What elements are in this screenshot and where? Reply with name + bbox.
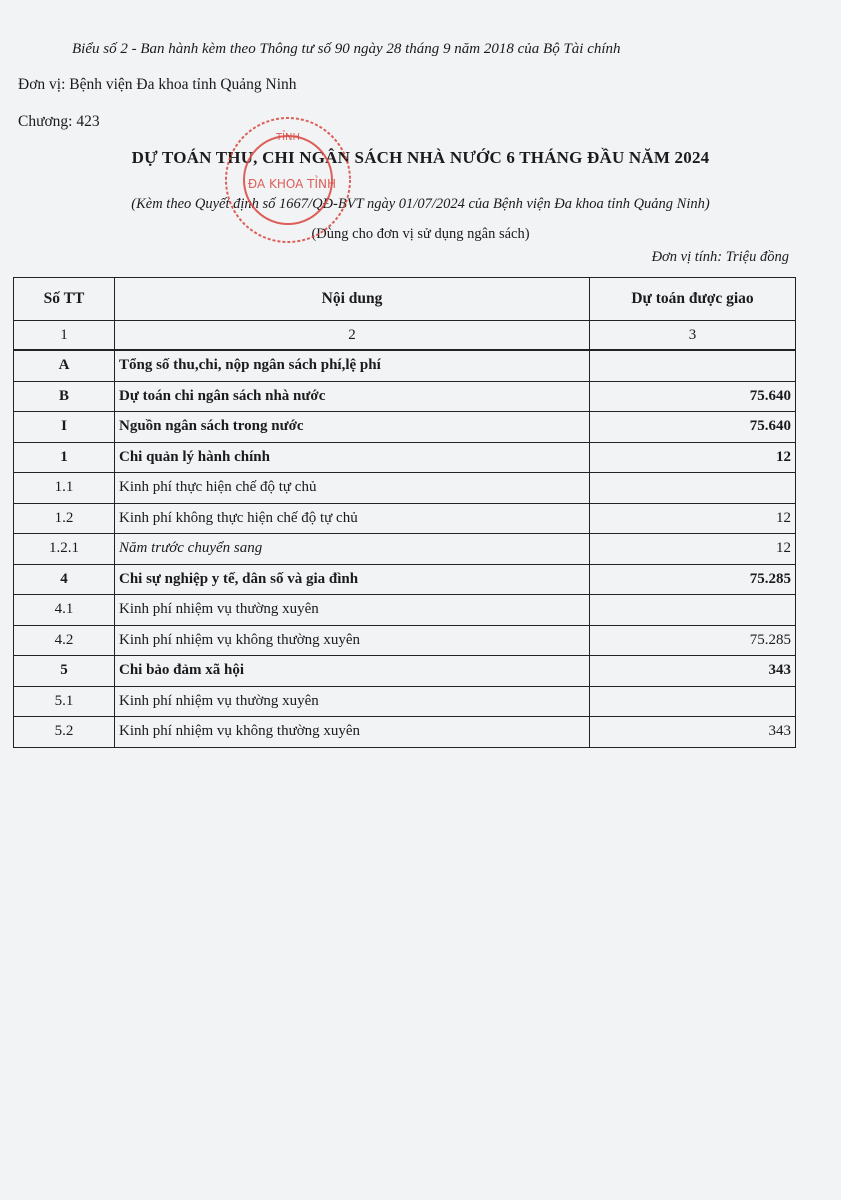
row-content-cell: Chi quản lý hành chính <box>115 442 590 473</box>
row-content-cell: Nguồn ngân sách trong nước <box>115 412 590 443</box>
row-number-cell: 4.1 <box>14 595 115 626</box>
table-row <box>14 656 796 687</box>
seal-text-middle: ĐA KHOA TỈNH <box>247 177 337 191</box>
table-row <box>14 412 796 443</box>
row-content-cell: Kinh phí nhiệm vụ không thường xuyên <box>115 625 590 656</box>
row-number-cell: 4 <box>14 564 115 595</box>
row-content-cell: Kinh phí nhiệm vụ không thường xuyên <box>115 717 590 748</box>
row-number-cell: 5 <box>14 656 115 687</box>
header-stt: Số TT <box>14 278 115 321</box>
row-value-cell: 12 <box>590 503 796 534</box>
row-value-cell: 75.285 <box>590 564 796 595</box>
table-row <box>14 595 796 626</box>
row-content-cell: Chi bảo đảm xã hội <box>115 656 590 687</box>
row-value-cell: 12 <box>590 442 796 473</box>
row-content-cell: Chi sự nghiệp y tế, dân số và gia đình <box>115 564 590 595</box>
row-value-cell <box>590 686 796 717</box>
table-row <box>14 442 796 473</box>
chapter-line: Chương: 423 <box>18 113 100 130</box>
row-value-cell: 75.640 <box>590 381 796 412</box>
table-row <box>14 473 796 504</box>
row-value-cell: 75.640 <box>590 412 796 443</box>
index-cell: 2 <box>115 321 590 351</box>
index-cell: 3 <box>590 321 796 351</box>
row-content-cell: Năm trước chuyển sang <box>115 534 590 565</box>
row-content-cell: Kinh phí không thực hiện chế độ tự chủ <box>115 503 590 534</box>
row-number-cell: 1.2.1 <box>14 534 115 565</box>
table-row <box>14 503 796 534</box>
row-value-cell <box>590 473 796 504</box>
row-content-cell: Tổng số thu,chi, nộp ngân sách phí,lệ phí <box>115 350 590 381</box>
row-number-cell: B <box>14 381 115 412</box>
row-content-cell: Kinh phí thực hiện chế độ tự chủ <box>115 473 590 504</box>
row-number-cell: 1 <box>14 442 115 473</box>
budget-table <box>13 277 796 748</box>
row-content-cell: Kinh phí nhiệm vụ thường xuyên <box>115 686 590 717</box>
row-number-cell: 1.2 <box>14 503 115 534</box>
decision-reference: (Kèm theo Quyết định số 1667/QĐ-BVT ngày 01/07/2024 của Bệnh viện Đa khoa tỉnh Quảng Ninh) <box>131 196 710 212</box>
row-number-cell: 5.1 <box>14 686 115 717</box>
row-value-cell <box>590 350 796 381</box>
header-allocated: Dự toán được giao <box>590 278 796 321</box>
row-content-cell: Dự toán chi ngân sách nhà nước <box>115 381 590 412</box>
row-value-cell <box>590 595 796 626</box>
row-number-cell: 1.1 <box>14 473 115 504</box>
row-value-cell: 12 <box>590 534 796 565</box>
unit-line: Đơn vị: Bệnh viện Đa khoa tỉnh Quảng Ninh <box>18 76 297 93</box>
header-content: Nội dung <box>115 278 590 321</box>
document-title: DỰ TOÁN THU, CHI NGÂN SÁCH NHÀ NƯỚC 6 THÁNG ĐẦU NĂM 2024 <box>131 148 710 167</box>
table-row <box>14 534 796 565</box>
table-row <box>14 564 796 595</box>
row-number-cell: 4.2 <box>14 625 115 656</box>
seal-text-top: TỈNH <box>275 132 301 143</box>
form-reference-note: Biểu số 2 - Ban hành kèm theo Thông tư số 90 ngày 28 tháng 9 năm 2018 của Bộ Tài chính <box>72 41 621 57</box>
column-index-row <box>14 321 796 351</box>
table-row <box>14 717 796 748</box>
row-value-cell: 343 <box>590 717 796 748</box>
table-row <box>14 381 796 412</box>
row-number-cell: I <box>14 412 115 443</box>
usage-note: (Dùng cho đơn vị sử dụng ngân sách) <box>311 226 530 242</box>
table-row <box>14 686 796 717</box>
row-number-cell: 5.2 <box>14 717 115 748</box>
row-content-cell: Kinh phí nhiệm vụ thường xuyên <box>115 595 590 626</box>
table-header-row <box>14 278 796 321</box>
index-cell: 1 <box>14 321 115 351</box>
row-number-cell: A <box>14 350 115 381</box>
table-row <box>14 625 796 656</box>
currency-unit: Đơn vị tính: Triệu đồng <box>651 249 789 265</box>
row-value-cell: 343 <box>590 656 796 687</box>
row-value-cell: 75.285 <box>590 625 796 656</box>
table-row <box>14 350 796 381</box>
